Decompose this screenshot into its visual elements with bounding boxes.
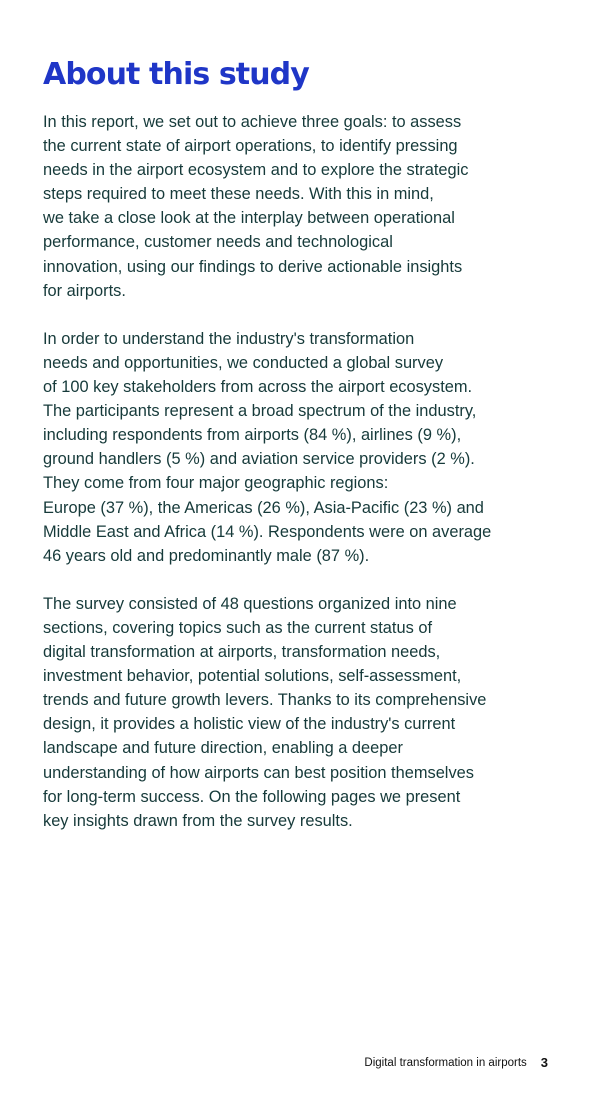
text-line: Europe (37 %), the Americas (26 %), Asia-Pacific (23 %) and xyxy=(43,498,484,517)
text-line: the current state of airport operations, to identify pressing xyxy=(43,137,458,156)
text-line: we take a close look at the interplay between operational xyxy=(43,209,455,228)
paragraph-survey-participants xyxy=(43,327,563,568)
text-line: In order to understand the industry's transformation xyxy=(43,329,415,348)
text-line: digital transformation at airports, transformation needs, xyxy=(43,643,441,662)
page-footer xyxy=(364,1055,548,1070)
text-line: needs and opportunities, we conducted a global survey xyxy=(43,353,444,372)
text-line: landscape and future direction, enabling a deeper xyxy=(43,739,403,758)
paragraph-report-goals xyxy=(43,110,563,303)
text-line: 46 years old and predominantly male (87 %). xyxy=(43,546,370,565)
text-line: Middle East and Africa (14 %). Respondents were on average xyxy=(43,522,492,541)
text-line: of 100 key stakeholders from across the airport ecosystem. xyxy=(43,378,473,397)
text-line: design, it provides a holistic view of the industry's current xyxy=(43,715,456,734)
text-line: performance, customer needs and technological xyxy=(43,233,393,252)
text-line: They come from four major geographic regions: xyxy=(43,474,389,493)
paragraph-survey-design xyxy=(43,592,563,833)
text-line: for airports. xyxy=(43,281,126,300)
text-line: needs in the airport ecosystem and to explore the strategic xyxy=(43,161,469,180)
text-line: sections, covering topics such as the current status of xyxy=(43,618,433,637)
text-line: steps required to meet these needs. With this in mind, xyxy=(43,185,434,204)
text-line: for long-term success. On the following pages we present xyxy=(43,787,461,806)
text-line: ground handlers (5 %) and aviation service providers (2 %). xyxy=(43,450,475,469)
text-line: In this report, we set out to achieve three goals: to assess xyxy=(43,113,462,131)
text-line: The participants represent a broad spectrum of the industry, xyxy=(43,402,477,421)
text-line: innovation, using our findings to derive actionable insights xyxy=(43,257,463,276)
text-line: key insights drawn from the survey results. xyxy=(43,811,353,830)
page-number: 3 xyxy=(540,1055,548,1070)
text-line: trends and future growth levers. Thanks to its comprehensive xyxy=(43,691,487,710)
text-line: investment behavior, potential solutions, self-assessment, xyxy=(43,667,462,686)
text-line: understanding of how airports can best position themselves xyxy=(43,763,474,782)
body-text xyxy=(43,110,563,857)
footer-document-title: Digital transformation in airports xyxy=(364,1056,527,1069)
text-line: The survey consisted of 48 questions organized into nine xyxy=(43,594,457,613)
page-title: About this study xyxy=(43,57,309,92)
text-line: including respondents from airports (84 %), airlines (9 %), xyxy=(43,426,462,445)
